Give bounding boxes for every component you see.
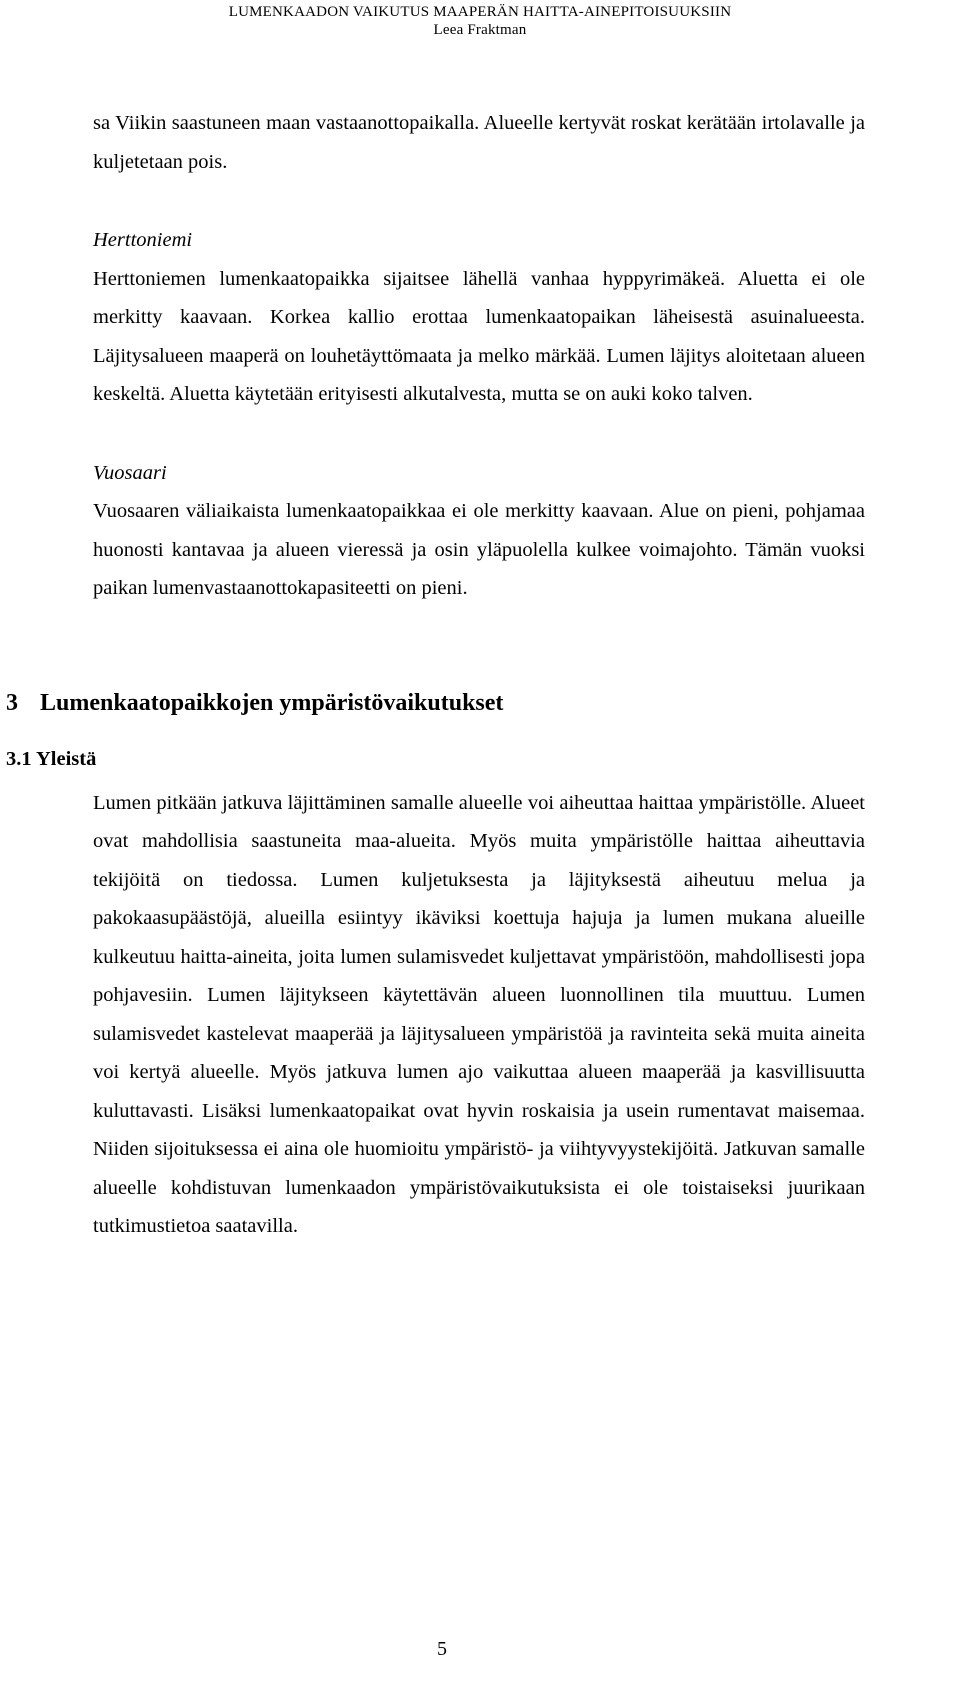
section-heading: 3.1 Yleistä: [6, 747, 97, 770]
herttoniemi-heading: Herttoniemi: [93, 229, 193, 251]
chapter-number: 3: [6, 689, 18, 716]
page-body: [6, 104, 865, 1246]
chapter-heading: [6, 688, 865, 718]
section-paragraph: Lumen pitkään jatkuva läjittäminen samalle alueelle voi aiheuttaa haittaa ympäristölle. Alueet ovat mahdollisia saastuneita maa-alueita. Myös muita ympäristölle haittaa aiheuttavia tekijöitä on tiedossa. Lumen kuljetuksesta ja läjityksestä aiheutuu melua ja pakokaasupäästöjä, alueilla esiintyy ikäviksi koettuja hajuja ja lumen mukana alueille kulkeutuu haitta-aineita, joita lumen sulamisvedet kuljettavat ympäristöön, mahdollisesti jopa pohjavesiin. Lumen läjitykseen käytettävän alueen luonnollinen tila muuttuu. Lumen sulamisvedet kastelevat maaperää ja läjitysalueen ympäristöä ja ravinteita sekä muita aineita voi kertyä alueelle. Myös jatkuva lumen ajo vaikuttaa alueen maaperää ja kasvillisuutta kuluttavasti. Lisäksi lumenkaatopaikat ovat hyvin roskaisia ja usein rumentavat maisemaa. Niiden sijoituksessa ei aina ole huomioitu ympäristö- ja viihtyvyystekijöitä. Jatkuvan samalle alueelle kohdistuvan lumenkaadon ympäristövaikutuksista ei ole toistaiseksi juurikaan tutkimustietoa saatavilla.: [93, 791, 865, 1237]
intro-paragraph: sa Viikin saastuneen maan vastaanottopaikalla. Alueelle kertyvät roskat kerätään irtolavalle ja kuljetetaan pois.: [93, 112, 865, 173]
running-header-title: LUMENKAADON VAIKUTUS MAAPERÄN HAITTA-AINEPITOISUUKSIIN: [228, 4, 732, 20]
vuosaari-heading: Vuosaari: [93, 461, 167, 484]
herttoniemi-paragraph: Herttoniemen lumenkaatopaikka sijaitsee lähellä vanhaa hyppyrimäkeä. Aluetta ei ole merkitty kaavaan. Korkea kallio erottaa lumenkaatopaikan läheisestä asuinalueesta. Läjitysalueen maaperä on louhetäyttömaata ja melko märkää. Lumen läjitys aloitetaan alueen keskeltä. Aluetta käytetään erityisesti alkutalvesta, mutta se on auki koko talven.: [93, 267, 865, 405]
chapter-title: Lumenkaatopaikkojen ympäristövaikutukset: [40, 689, 504, 716]
vuosaari-paragraph: Vuosaaren väliaikaista lumenkaatopaikkaa ei ole merkitty kaavaan. Alue on pieni, pohjamaa huonosti kantavaa ja alueen vieressä ja osin yläpuolella kulkee voimajohto. Tämän vuoksi paikan lumenvastaanottokapasiteetti on pieni.: [93, 500, 865, 599]
running-header-author: Leea Fraktman: [433, 22, 527, 38]
page-number-value: 5: [437, 1638, 447, 1660]
